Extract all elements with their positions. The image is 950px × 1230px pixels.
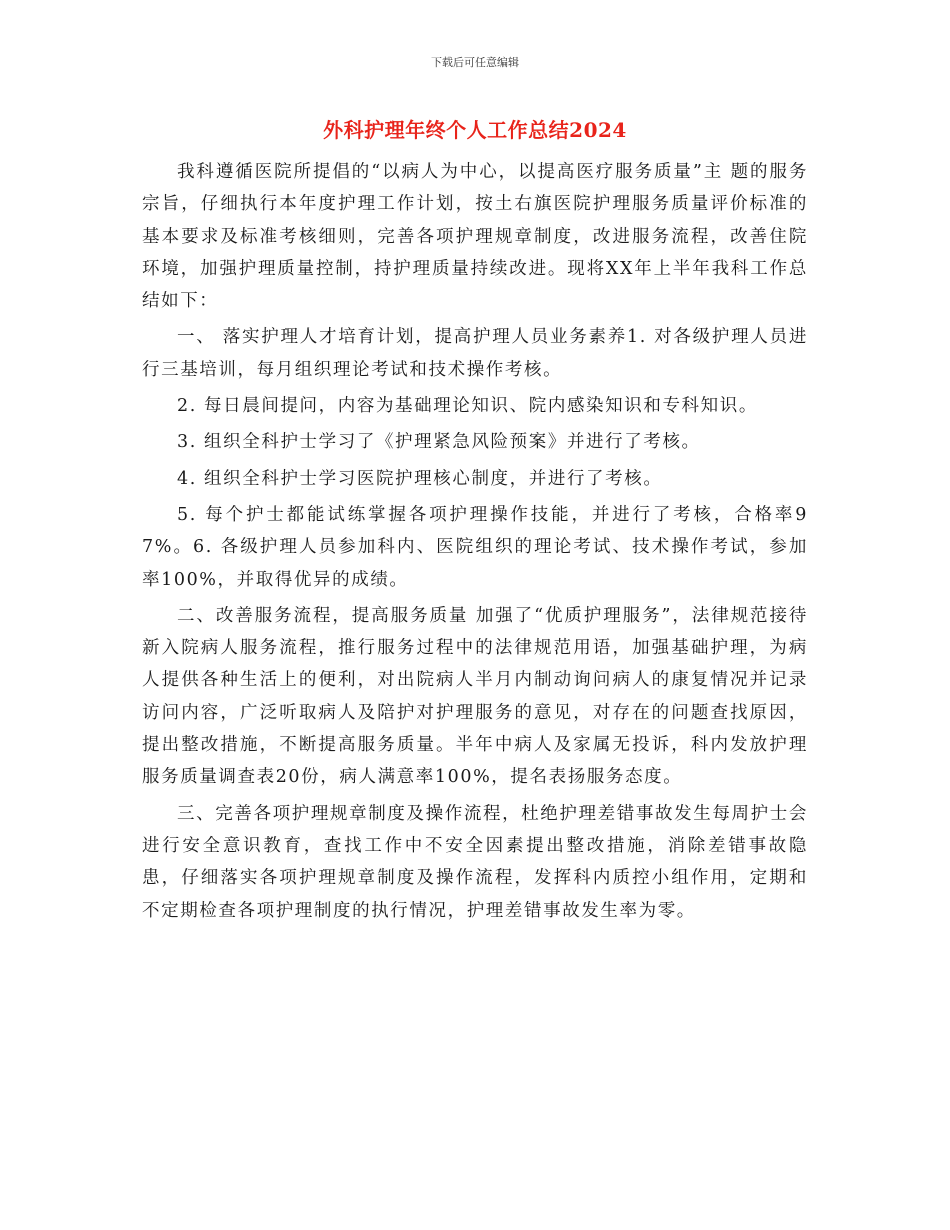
item-5-paragraph: 5. 每个护士都能试练掌握各项护理操作技能，并进行了考核，合格率97%。6. 各级护理人员参加科内、医院组织的理论考试、技术操作考试，参加率100%，并取得优异的成绩。 — [142, 504, 808, 590]
section-1-paragraph: 一、 落实护理人才培育计划，提高护理人员业务素养1. 对各级护理人员进行三基培训，每月组织理论考试和技术操作考核。 — [142, 327, 808, 380]
section-2-paragraph: 二、改善服务流程，提高服务质量 加强了“优质护理服务”，法律规范接待新入院病人服务流程，推行服务过程中的法律规范用语，加强基础护理，为病人提供各种生活上的便利，对出院病人半月内制动询问病人的康复情况并记录访问内容，广泛听取病人及陪护对护理服务的意见，对存在的问题查找原因，提出整改措施，不断提高服务质量。半年中病人及家属无投诉，科内发放护理服务质量调查表20份，病人满意率100%，提名表扬服务态度。 — [142, 605, 808, 788]
intro-paragraph: 我科遵循医院所提倡的“以病人为中心，以提高医疗服务质量”主 题的服务宗旨，仔细执行本年度护理工作计划，按土右旗医院护理服务质量评价标准的基本要求及标准考核细则，完善各项护理规章制度，改进服务流程，改善住院环境，加强护理质量控制，持护理质量持续改进。现将XX年上半年我科工作总结如下： — [142, 162, 808, 312]
item-3-paragraph: 3. 组织全科护士学习了《护理紧急风险预案》并进行了考核。 — [177, 432, 701, 453]
section-3-paragraph: 三、完善各项护理规章制度及操作流程，杜绝护理差错事故发生每周护士会进行安全意识教育，查找工作中不安全因素提出整改措施，消除差错事故隐患，仔细落实各项护理规章制度及操作流程，发挥科内质控小组作用，定期和不定期检查各项护理制度的执行情况，护理差错事故发生率为零。 — [142, 803, 808, 921]
document-body — [142, 156, 808, 931]
document-title: 外科护理年终个人工作总结2024 — [323, 118, 627, 142]
item-4-paragraph: 4. 组织全科护士学习医院护理核心制度，并进行了考核。 — [177, 468, 663, 489]
item-2-paragraph: 2. 每日晨间提问，内容为基础理论知识、院内感染知识和专科知识。 — [177, 396, 758, 417]
header-note: 下载后可任意编辑 — [431, 56, 519, 69]
